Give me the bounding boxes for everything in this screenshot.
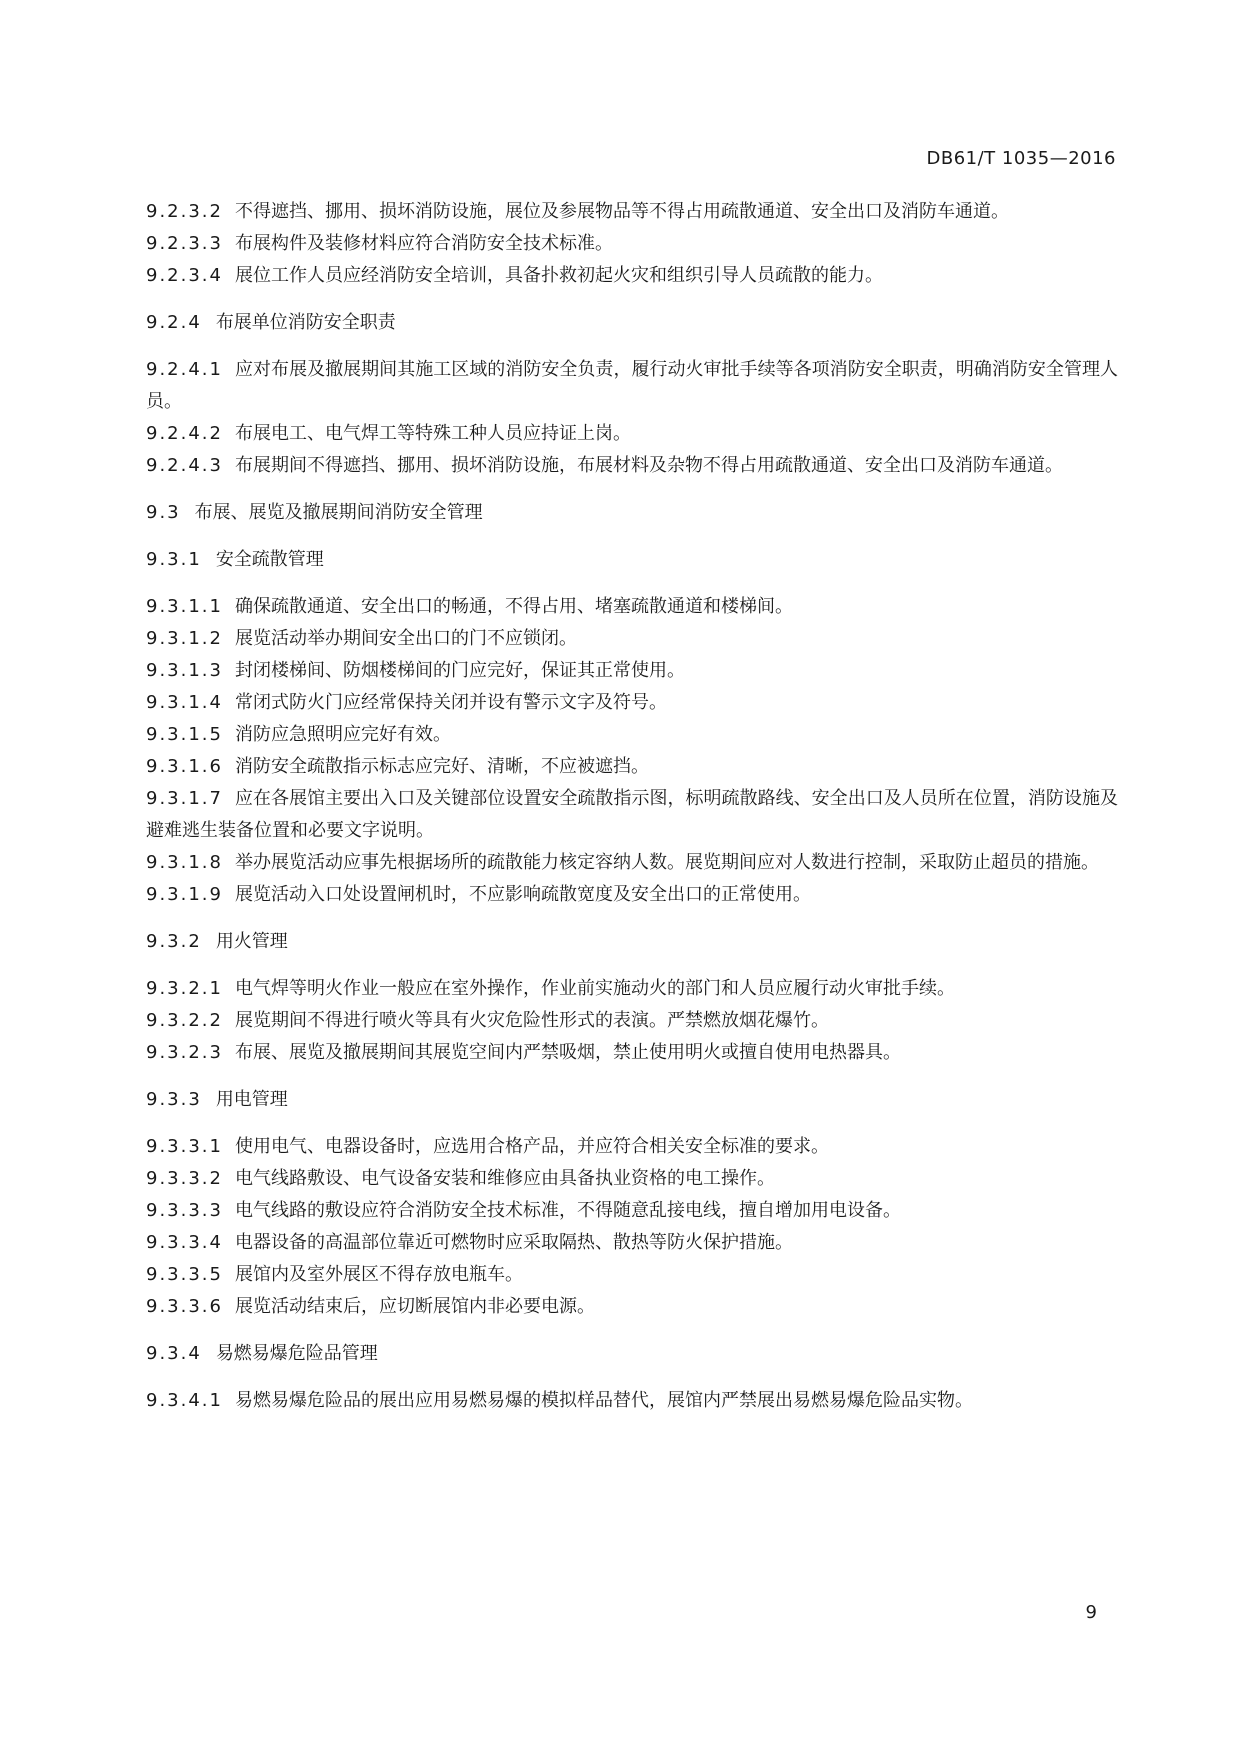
clause-text: 举办展览活动应事先根据场所的疏散能力核定容纳人数。展览期间应对人数进行控制，采取防止超员的措施。	[234, 852, 1099, 873]
clause-number: 9.3.1.9	[146, 884, 223, 905]
section-number: 9.3.2	[146, 931, 202, 952]
section-title: 布展单位消防安全职责	[215, 312, 396, 333]
clause-number: 9.3.3.2	[146, 1168, 223, 1189]
section-title: 易燃易爆危险品管理	[215, 1343, 378, 1364]
clause-paragraph	[146, 196, 1118, 228]
clause-paragraph	[146, 687, 1118, 719]
clause-number: 9.3.3.5	[146, 1264, 223, 1285]
clause-number: 9.3.4.1	[146, 1390, 223, 1411]
clause-paragraph	[146, 783, 1118, 847]
clause-paragraph	[146, 1195, 1118, 1227]
clause-paragraph	[146, 1227, 1118, 1259]
clause-number: 9.3.1.5	[146, 724, 223, 745]
clause-text: 使用电气、电器设备时，应选用合格产品，并应符合相关安全标准的要求。	[234, 1136, 829, 1157]
clause-paragraph	[146, 1131, 1118, 1163]
document-body	[146, 196, 1118, 1417]
clause-text: 应在各展馆主要出入口及关键部位设置安全疏散指示图，标明疏散路线、安全出口及人员所在位置，消防设施及避难逃生装备位置和必要文字说明。	[146, 788, 1118, 841]
clause-number: 9.3.3.6	[146, 1296, 223, 1317]
clause-text: 展览活动结束后，应切断展馆内非必要电源。	[234, 1296, 595, 1317]
clause-number: 9.3.1.8	[146, 852, 223, 873]
clause-text: 电气线路的敷设应符合消防安全技术标准，不得随意乱接电线，擅自增加用电设备。	[234, 1200, 901, 1221]
clause-text: 常闭式防火门应经常保持关闭并设有警示文字及符号。	[234, 692, 667, 713]
clause-paragraph	[146, 1005, 1118, 1037]
clause-number: 9.2.4.2	[146, 423, 223, 444]
clause-text: 展馆内及室外展区不得存放电瓶车。	[234, 1264, 523, 1285]
section-number: 9.3.4	[146, 1343, 202, 1364]
clause-text: 布展、展览及撤展期间其展览空间内严禁吸烟，禁止使用明火或擅自使用电热器具。	[234, 1042, 901, 1063]
section-heading	[146, 544, 1118, 576]
clause-text: 展位工作人员应经消防安全培训，具备扑救初起火灾和组织引导人员疏散的能力。	[234, 265, 883, 286]
clause-number: 9.3.2.2	[146, 1010, 223, 1031]
clause-text: 展览活动入口处设置闸机时，不应影响疏散宽度及安全出口的正常使用。	[234, 884, 811, 905]
section-heading	[146, 1338, 1118, 1370]
clause-number: 9.3.1.2	[146, 628, 223, 649]
clause-number: 9.3.1.4	[146, 692, 223, 713]
clause-paragraph	[146, 973, 1118, 1005]
clause-text: 布展电工、电气焊工等特殊工种人员应持证上岗。	[234, 423, 631, 444]
clause-paragraph	[146, 879, 1118, 911]
clause-paragraph	[146, 1291, 1118, 1323]
clause-number: 9.3.1.3	[146, 660, 223, 681]
clause-text: 封闭楼梯间、防烟楼梯间的门应完好，保证其正常使用。	[234, 660, 685, 681]
clause-number: 9.3.3.3	[146, 1200, 223, 1221]
section-title: 安全疏散管理	[215, 549, 324, 570]
section-number: 9.3	[146, 502, 181, 523]
clause-paragraph	[146, 591, 1118, 623]
clause-paragraph	[146, 655, 1118, 687]
page-number: 9	[1085, 1602, 1097, 1623]
clause-paragraph	[146, 418, 1118, 450]
clause-paragraph	[146, 354, 1118, 418]
clause-paragraph	[146, 1259, 1118, 1291]
clause-text: 展览期间不得进行喷火等具有火灾危险性形式的表演。严禁燃放烟花爆竹。	[234, 1010, 829, 1031]
clause-paragraph	[146, 751, 1118, 783]
clause-text: 布展期间不得遮挡、挪用、损坏消防设施，布展材料及杂物不得占用疏散通道、安全出口及消防车通道。	[234, 455, 1063, 476]
clause-text: 消防安全疏散指示标志应完好、清晰，不应被遮挡。	[234, 756, 649, 777]
clause-paragraph	[146, 450, 1118, 482]
section-number: 9.3.3	[146, 1089, 202, 1110]
clause-text: 布展构件及装修材料应符合消防安全技术标准。	[234, 233, 613, 254]
clause-text: 消防应急照明应完好有效。	[234, 724, 451, 745]
clause-text: 电器设备的高温部位靠近可燃物时应采取隔热、散热等防火保护措施。	[234, 1232, 793, 1253]
clause-text: 确保疏散通道、安全出口的畅通，不得占用、堵塞疏散通道和楼梯间。	[234, 596, 793, 617]
clause-paragraph	[146, 1163, 1118, 1195]
section-number: 9.3.1	[146, 549, 202, 570]
clause-number: 9.3.1.6	[146, 756, 223, 777]
clause-text: 电气线路敷设、电气设备安装和维修应由具备执业资格的电工操作。	[234, 1168, 775, 1189]
section-heading	[146, 1084, 1118, 1116]
clause-text: 展览活动举办期间安全出口的门不应锁闭。	[234, 628, 577, 649]
clause-number: 9.2.3.2	[146, 201, 223, 222]
clause-number: 9.3.2.1	[146, 978, 223, 999]
clause-paragraph	[146, 260, 1118, 292]
clause-text: 不得遮挡、挪用、损坏消防设施，展位及参展物品等不得占用疏散通道、安全出口及消防车通道。	[234, 201, 1009, 222]
clause-number: 9.3.3.4	[146, 1232, 223, 1253]
clause-text: 易燃易爆危险品的展出应用易燃易爆的模拟样品替代，展馆内严禁展出易燃易爆危险品实物。	[234, 1390, 973, 1411]
clause-number: 9.3.3.1	[146, 1136, 223, 1157]
clause-number: 9.2.3.4	[146, 265, 223, 286]
section-title: 布展、展览及撤展期间消防安全管理	[194, 502, 483, 523]
clause-paragraph	[146, 1037, 1118, 1069]
clause-number: 9.2.4.1	[146, 359, 223, 380]
clause-paragraph	[146, 1385, 1118, 1417]
clause-number: 9.2.3.3	[146, 233, 223, 254]
section-title: 用电管理	[215, 1089, 288, 1110]
section-number: 9.2.4	[146, 312, 202, 333]
clause-paragraph	[146, 228, 1118, 260]
clause-number: 9.2.4.3	[146, 455, 223, 476]
clause-number: 9.3.1.1	[146, 596, 223, 617]
section-title: 用火管理	[215, 931, 288, 952]
section-heading	[146, 926, 1118, 958]
section-heading	[146, 497, 1118, 529]
clause-number: 9.3.1.7	[146, 788, 223, 809]
clause-text: 电气焊等明火作业一般应在室外操作，作业前实施动火的部门和人员应履行动火审批手续。	[234, 978, 955, 999]
clause-paragraph	[146, 623, 1118, 655]
section-heading	[146, 307, 1118, 339]
clause-paragraph	[146, 847, 1118, 879]
document-code: DB61/T 1035—2016	[926, 148, 1116, 169]
clause-number: 9.3.2.3	[146, 1042, 223, 1063]
clause-paragraph	[146, 719, 1118, 751]
clause-text: 应对布展及撤展期间其施工区域的消防安全负责，履行动火审批手续等各项消防安全职责，明确消防安全管理人员。	[146, 359, 1118, 412]
